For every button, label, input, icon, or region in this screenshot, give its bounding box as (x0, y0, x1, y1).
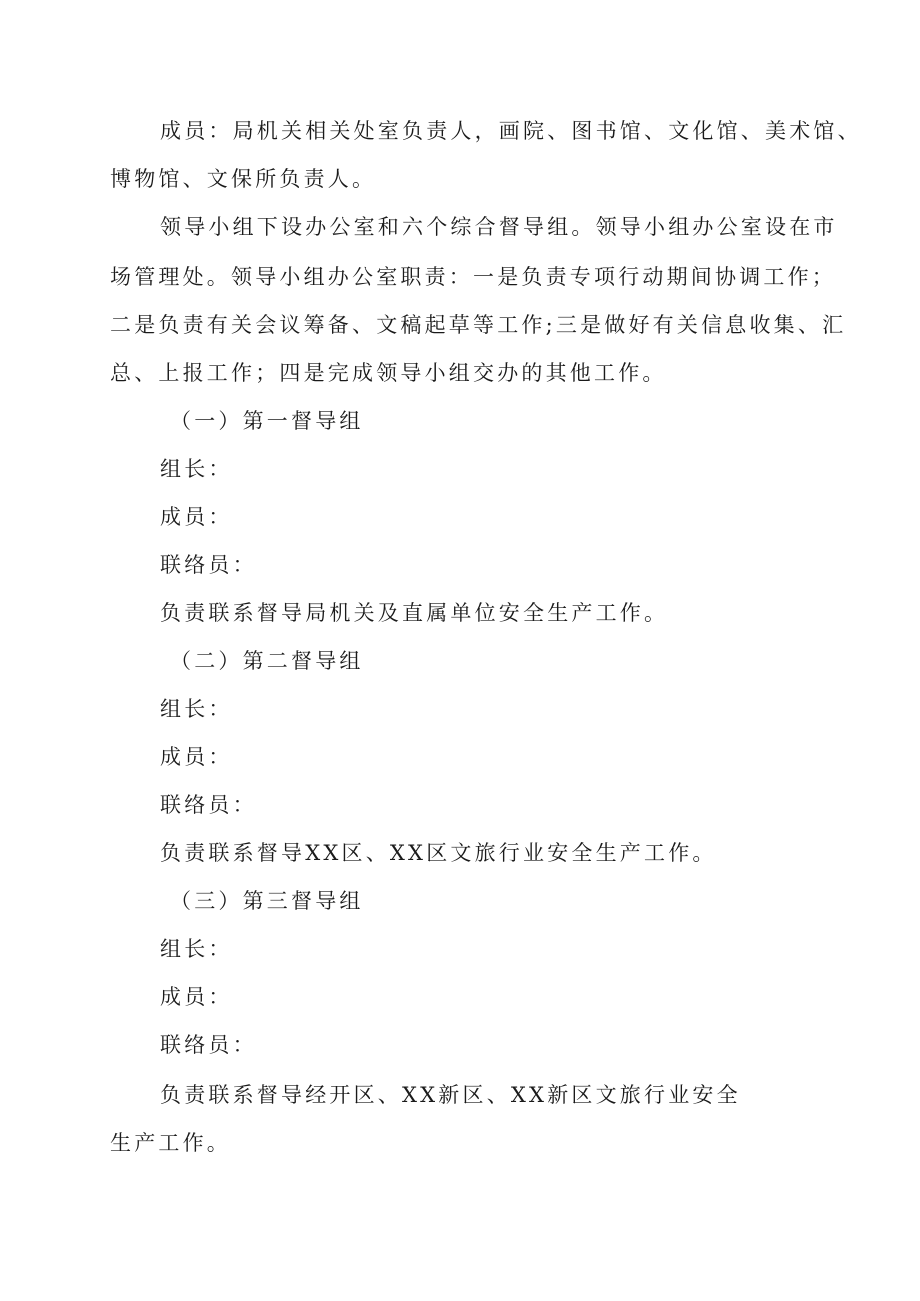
group-1-leader: 组长： (160, 457, 233, 481)
group-3-members: 成员： (160, 985, 233, 1009)
group-1-liaison: 联络员： (160, 553, 257, 577)
group-2-members: 成员： (160, 745, 233, 769)
group-1-members: 成员： (160, 505, 233, 529)
group-2-liaison: 联络员： (160, 793, 257, 817)
group-3-heading: （三）第三督导组 (170, 889, 364, 913)
group-2-duty: 负责联系督导XX区、XX区文旅行业安全生产工作。 (160, 841, 717, 865)
group-1-duty: 负责联系督导局机关及直属单位安全生产工作。 (160, 601, 669, 625)
paragraph-members-line-2: 博物馆、文保所负责人。 (110, 167, 377, 191)
paragraph-office-line-2: 场管理处。领导小组办公室职责：一是负责专项行动期间协调工作； (110, 265, 836, 289)
group-3-duty-line-1: 负责联系督导经开区、XX新区、XX新区文旅行业安全 (160, 1083, 741, 1107)
paragraph-office-line-3: 二是负责有关会议筹备、文稿起草等工作;三是做好有关信息收集、汇 (110, 313, 847, 337)
group-1-heading: （一）第一督导组 (170, 409, 364, 433)
group-3-duty-line-2: 生产工作。 (110, 1131, 231, 1155)
group-3-leader: 组长： (160, 937, 233, 961)
group-3-liaison: 联络员： (160, 1033, 257, 1057)
group-2-leader: 组长： (160, 697, 233, 721)
paragraph-office-line-1: 领导小组下设办公室和六个综合督导组。领导小组办公室设在市 (160, 215, 838, 239)
paragraph-members-line-1: 成员：局机关相关处室负责人，画院、图书馆、文化馆、美术馆、 (160, 119, 862, 143)
paragraph-office-line-4: 总、上报工作；四是完成领导小组交办的其他工作。 (110, 361, 667, 385)
group-2-heading: （二）第二督导组 (170, 649, 364, 673)
